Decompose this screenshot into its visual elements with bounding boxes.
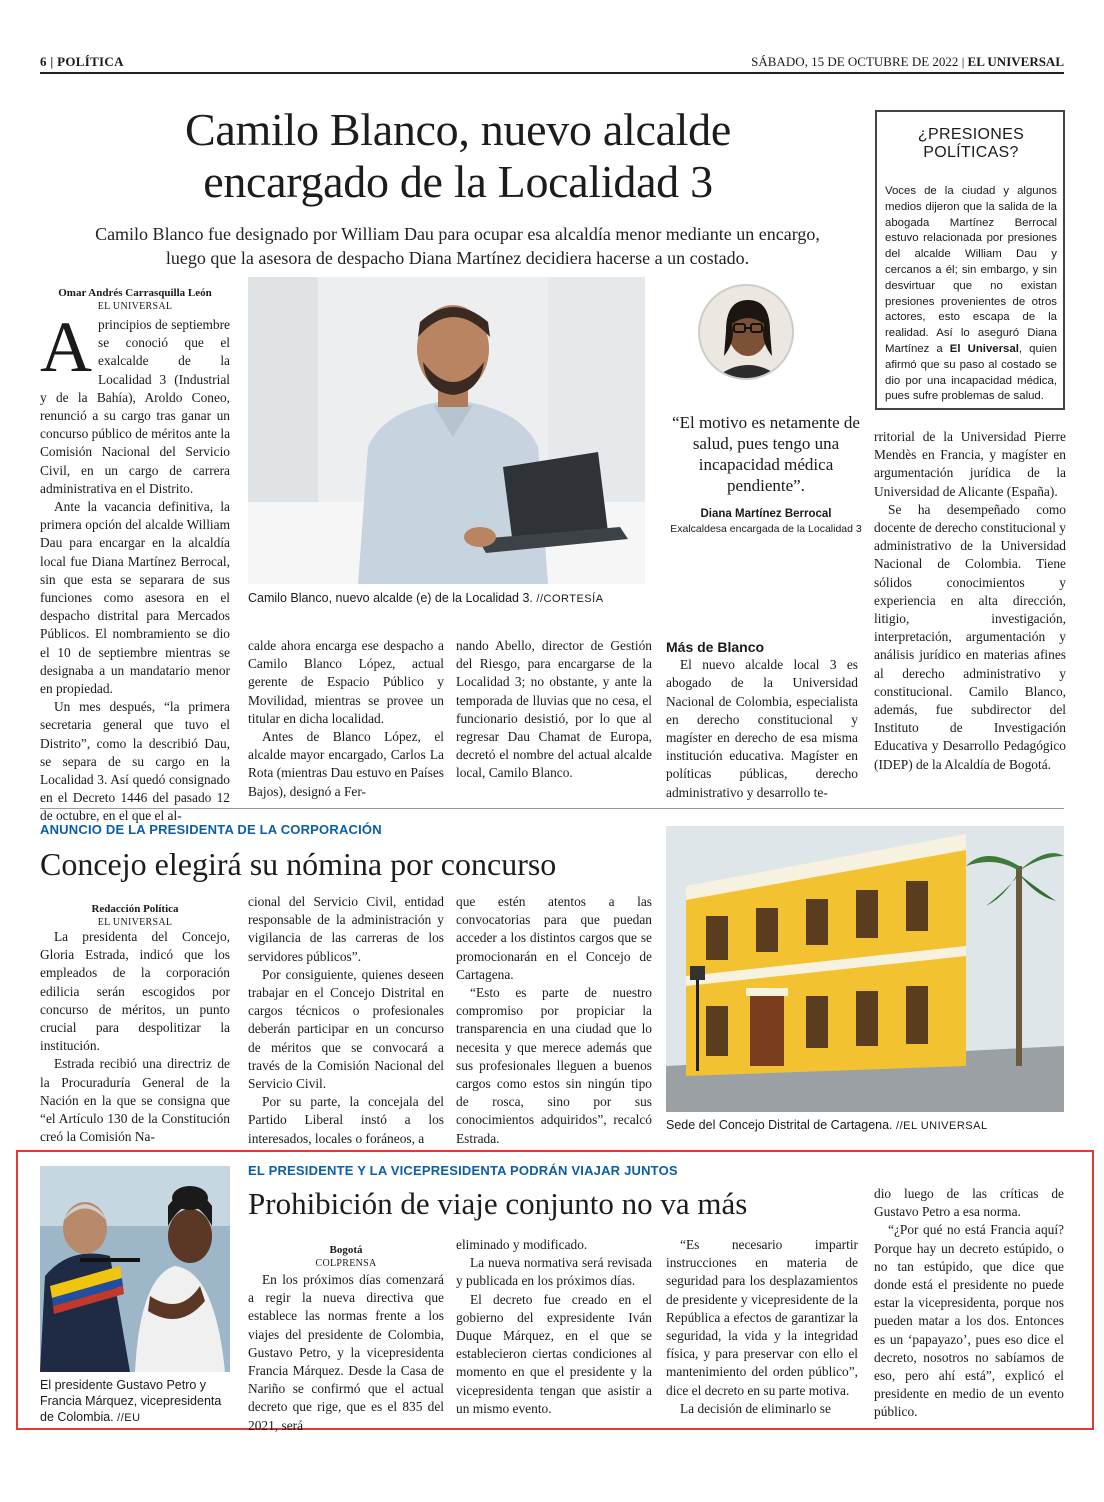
article1-column-1: Aprincipios de septiembre se conoció que el exalcalde de la Localidad 3 (Industrial y de la Bahía), Aroldo Coneo, renunció a su cargo tras ganar un concurso público de méritos ante la Comisión Nacional del Servicio Civil, en un cargo de carrera administrativa en el Distrito. Ante la vacancia definitiva, la primera opción del alcalde William Dau para encargar en la alcaldía local fue Diana Martínez Berrocal, sin que esta se separara de sus funciones como asesora en el despacho distrital para Mercados Públicos. El nombramiento se dio el 10 de septiembre mientras se designaba a un mandatario menor en propiedad. Un mes después, “la primera secretaria general que tuvo el Distrito”, como la describió Dau, se separa de su cargo en la Localidad 3. Así quedó consignado en el Decreto 1446 del pasado 12 de octubre, en el que el al- [40, 307, 231, 824]
article3-byline: Bogotá COLPRENSA [315, 1244, 377, 1269]
section-divider-1 [40, 808, 1064, 809]
article1-byline: Omar Andrés Carrasquilla León EL UNIVERSAL [58, 287, 212, 312]
camilo-photo-caption: Camilo Blanco, nuevo alcalde (e) de la Localidad 3. //CORTESÍA [248, 591, 604, 605]
pull-quote-name: Diana Martínez Berrocal [700, 508, 832, 520]
article1-column-2: calde ahora encarga ese despacho a Camilo Blanco López, actual gerente de Espacio Público y Movilidad, mientras se provee un titular en dicha localidad. Antes de Blanco López, el alcalde mayor encargado, Carlos La Rota (mientras Dau estuvo en Países Bajos), designó a Fer- [248, 638, 444, 799]
pull-quote-role: Exalcaldesa encargada de la Localidad 3 [670, 523, 862, 535]
article2-column-1: La presidenta del Concejo, Gloria Estrada, indicó que los empleados de la corporación edilicia serán escogidos por concurso de méritos, un punto crucial para despolitizar la institución. Estrada recibió una directriz de la Procuraduría General de la Nación en la que se consigna que “el Artículo 130 de la Constitución creó la Comisión Na- [40, 929, 230, 1145]
concejo-building-illustration [666, 826, 1064, 1112]
article1-deck: Camilo Blanco fue designado por William Dau para ocupar esa alcaldía menor mediante un encargo, luego que la asesora de despacho Diana Martínez decidiera hacerse a un costado. [95, 224, 820, 268]
masthead-rule [40, 72, 1064, 74]
camilo-blanco-illustration [248, 277, 645, 584]
article3-column-4: dio luego de las críticas de Gustavo Petro a esa norma. “¿Por qué no está Francia aquí? Porque hay un decreto estúpido, o no tan estúpido, que dice que donde está el presidente no puede estar la vicepresidenta, porque nos pueden matar a los dos. Entonces es un ‘papayazo’, pues eso dice el decreto, nosotros no sabíamos de eso, pero ahí está”, explicó el presidente en medio de un evento público. [874, 1186, 1064, 1420]
concejo-building-photo[interactable] [666, 826, 1064, 1112]
article2-column-3: que estén atentos a las convocatorias para que puedan acceder a los distintos cargos que se promocionarán en el Concejo de Cartagena. “Esto es parte de nuestro compromiso por propiciar la transparencia en una ciudad que lo necesita y que merece además que sus profesionales lleguen a buenos cargos como estos sin ningún tipo de rosca, sino por sus conocimientos adquiridos”, recalcó Estrada. [456, 894, 652, 1146]
paper-name: EL UNIVERSAL [967, 54, 1064, 69]
article2-headline[interactable]: Concejo elegirá su nómina por concurso [40, 846, 557, 882]
issue-date: SÁBADO, 15 DE OCTUBRE DE 2022 [751, 54, 959, 69]
article3-column-1: En los próximos días comenzará a regir la nueva directiva que establece las normas frente a los viajes del presidente de Colombia, Gustavo Petro, y la vicepresidenta Francia Márquez. Desde la Casa de Nariño se confirmó que el actual decreto que rige, que es el 835 del 2021, será [248, 1272, 444, 1433]
article2-column-2: cional del Servicio Civil, entidad responsable de la administración y vigilancia de las carreras de los servidores públicos”. Por consiguiente, quienes deseen trabajar en el Concejo Distrital en cargos técnicos o profesionales deberán participar en un concurso de méritos que se convocará a través de la Comisión Nacional del Servicio Civil. Por su parte, la concejala del Partido Liberal instó a los interesados, locales o foráneos, a [248, 894, 444, 1146]
petro-marquez-photo[interactable] [40, 1166, 230, 1372]
petro-marquez-illustration [40, 1166, 230, 1372]
sidebox-title: ¿PRESIONES POLÍTICAS? [917, 126, 1025, 161]
petro-photo-caption: El presidente Gustavo Petro y Francia Márquez, vicepresidenta de Colombia. //EU [40, 1378, 222, 1424]
article3-column-2: eliminado y modificado. La nueva normativa será revisada y publicada en los próximos días. El decreto fue creado en el gobierno del expresidente Iván Duque Márquez, en el que se establecieron ciertas condiciones al momento en que el presidente y la vicepresidenta tengan que asistir a un mismo evento. [456, 1237, 652, 1416]
article1-column-4: Más de Blanco El nuevo alcalde local 3 es abogado de la Universidad Nacional de Colombia, especialista en derecho constitucional y magíster en derecho de esa misma institución educativa. Magíster en políticas públicas, derecho administrativo y desarrollo te- [666, 639, 858, 800]
article1-headline[interactable]: Camilo Blanco, nuevo alcalde encargado de la Localidad 3 [185, 104, 731, 207]
article3-kicker: EL PRESIDENTE Y LA VICEPRESIDENTA PODRÁN VIAJAR JUNTOS [248, 1163, 678, 1178]
pull-quote: “El motivo es netamente de salud, pues tengo una incapacidad médica pendiente”. [672, 413, 860, 495]
masthead-date-paper: SÁBADO, 15 DE OCTUBRE DE 2022 | EL UNIVERSAL [751, 54, 1064, 69]
article3-headline[interactable]: Prohibición de viaje conjunto no va más [248, 1186, 748, 1221]
diana-martinez-portrait[interactable] [698, 284, 794, 380]
page-number: 6 [40, 54, 47, 69]
sidebox-presiones [875, 110, 1065, 410]
article1-column-3: nando Abello, director de Gestión del Riesgo, para encargarse de la Localidad 3; no obstante, y ante la temporada de lluvias que no cesa, el funcionario desistió, por lo que al regresar Dau Chamat de Europa, decretó el nombre del actual alcalde local, Camilo Blanco. [456, 638, 652, 781]
sidebox-body: Voces de la ciudad y algunos medios dijeron que la salida de la abogada Martínez Berrocal estuvo relacionada por presiones del alcalde William Dau y cercanos a él; sin embargo, y sin desvirtuar que no existan presiones provenientes de otros actores, esto escapa de la realidad. Así lo aseguró Diana Martínez a El Universal, quien afirmó que su paso al costado se dio por una incapacidad médica, pues sufre problemas de salud. [885, 185, 1058, 403]
diana-martinez-illustration [700, 286, 794, 380]
dropcap: A [40, 307, 92, 387]
article2-byline: Redacción Política EL UNIVERSAL [91, 903, 179, 928]
article2-kicker: ANUNCIO DE LA PRESIDENTA DE LA CORPORACIÓN [40, 822, 382, 837]
article3-column-3: “Es necesario impartir instrucciones en materia de seguridad para los desplazamientos de presidente y vicepresidente de la República a efectos de garantizar la seguridad, la vida y la integridad física, y para preservar con ello el mantenimiento del orden público”, dice el decreto en su parte motiva. La decisión de eliminarlo se [666, 1237, 858, 1416]
camilo-blanco-photo[interactable] [248, 277, 645, 584]
article1-lead-paragraph: Aprincipios de septiembre se conoció que el exalcalde de la Localidad 3 (Industrial y de la Bahía), Aroldo Coneo, renunció a su cargo tras ganar un concurso público de méritos ante la Comisión Nacional del Servicio Civil, en un cargo de carrera administrativa en el Distrito. [40, 307, 231, 496]
concejo-photo-caption: Sede del Concejo Distrital de Cartagena. //EL UNIVERSAL [666, 1118, 988, 1132]
section-divider: | [50, 54, 58, 69]
page-section-label [40, 54, 124, 70]
article1-column-5: rritorial de la Universidad Pierre Mendès en Francia, y magíster en argumentación jurídica de la Universidad de Alicante (España). Se ha desempeñado como docente de derecho constitucional y administrativo de la Universidad Nacional de Colombia. Tiene sólidos conocimientos y experiencia en alta dirección, litigio, investigación, interpretación, argumentación y análisis jurídico en materias afines al derecho administrativo y constitucional. Camilo Blanco, además, fue subdirector del Instituto de Investigación Educativa y Desarrollo Pedagógico (IDEP) de la Alcaldía de Bogotá. [874, 429, 1066, 772]
section-name: POLÍTICA [57, 54, 124, 69]
subhead-mas-de-blanco: Más de Blanco [666, 639, 765, 655]
